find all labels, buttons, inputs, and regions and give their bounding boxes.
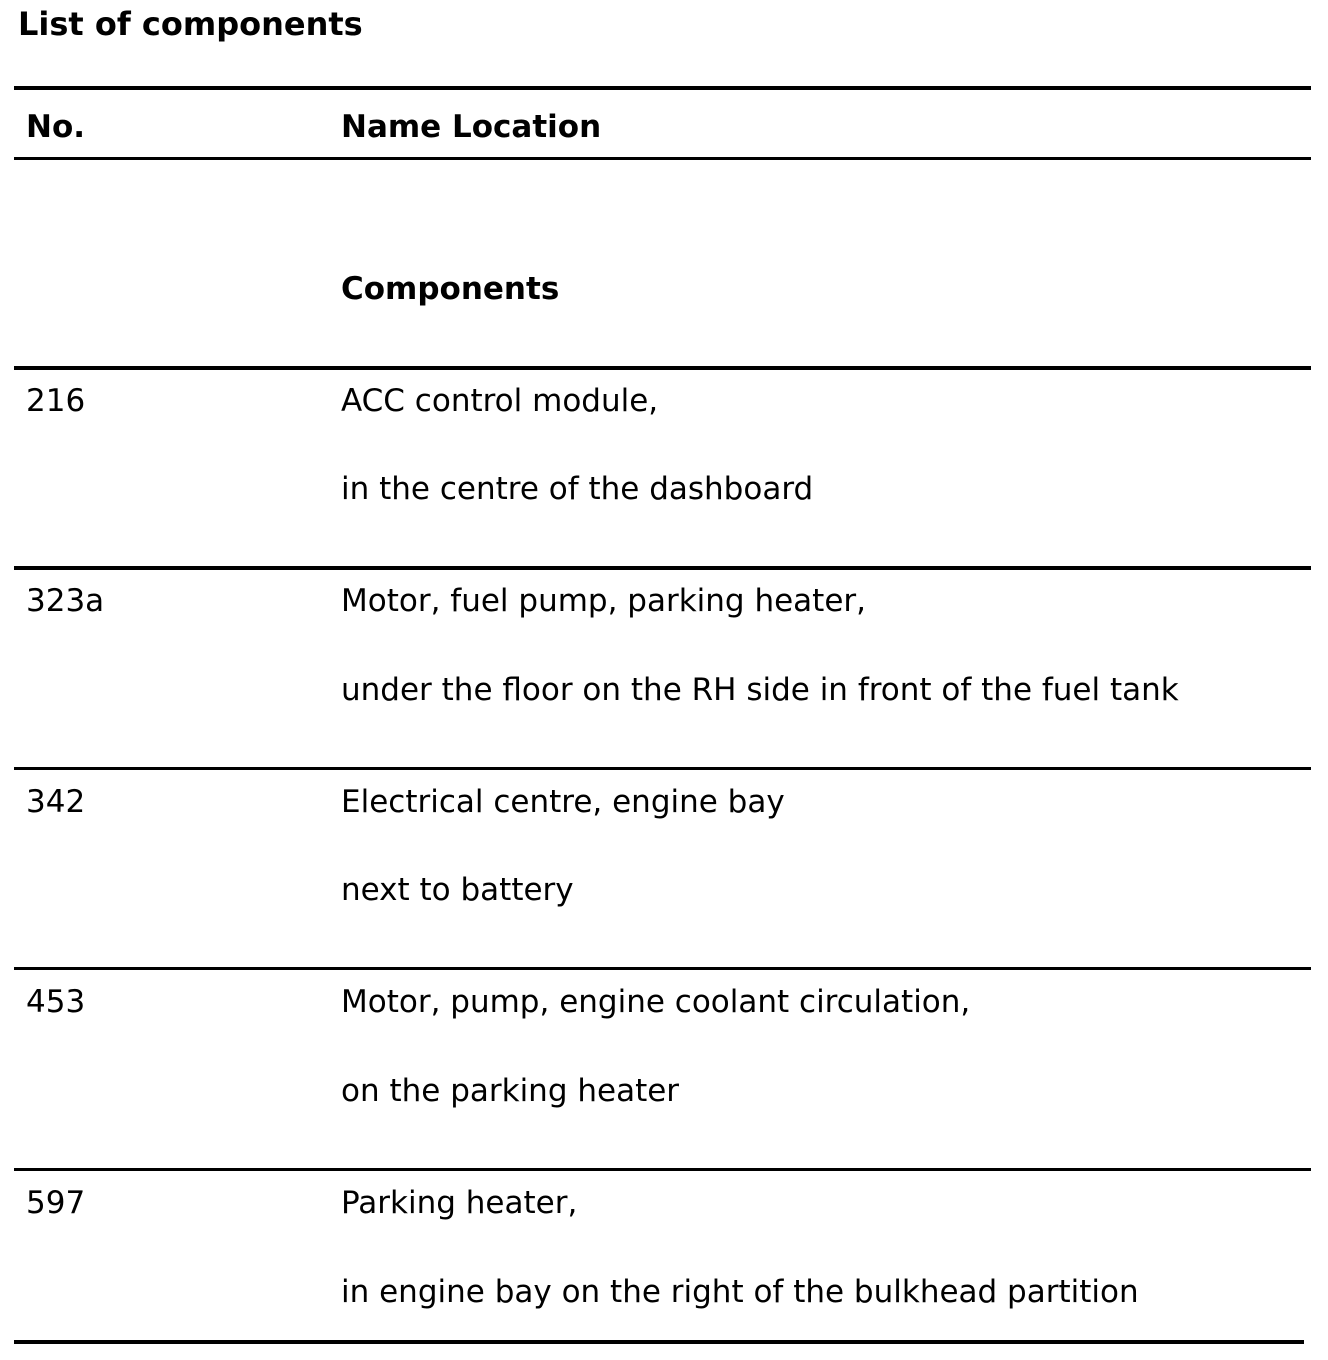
header-name-location: Name Location (341, 109, 602, 145)
row-divider (14, 767, 1311, 770)
page-title: List of components (18, 5, 363, 43)
row-number: 323a (26, 583, 105, 619)
row-name: ACC control module, (341, 383, 659, 419)
row-location: on the parking heater (341, 1073, 680, 1109)
header-rule (14, 157, 1311, 160)
row-divider (14, 366, 1311, 370)
row-number: 216 (26, 383, 86, 419)
table-top-rule (14, 86, 1311, 90)
row-number: 342 (26, 784, 86, 820)
row-name: Parking heater, (341, 1185, 578, 1221)
row-location: next to battery (341, 872, 574, 908)
row-divider (14, 566, 1311, 570)
row-location: in the centre of the dashboard (341, 471, 814, 507)
row-location: in engine bay on the right of the bulkhead partition (341, 1274, 1139, 1310)
header-no: No. (26, 109, 86, 145)
row-divider (14, 967, 1311, 970)
row-name: Electrical centre, engine bay (341, 784, 785, 820)
row-location: under the floor on the RH side in front of the fuel tank (341, 672, 1179, 708)
row-name: Motor, fuel pump, parking heater, (341, 583, 867, 619)
section-heading: Components (341, 271, 560, 307)
row-number: 597 (26, 1185, 86, 1221)
table-bottom-rule (14, 1340, 1304, 1344)
row-divider (14, 1168, 1311, 1171)
row-number: 453 (26, 984, 86, 1020)
row-name: Motor, pump, engine coolant circulation, (341, 984, 971, 1020)
